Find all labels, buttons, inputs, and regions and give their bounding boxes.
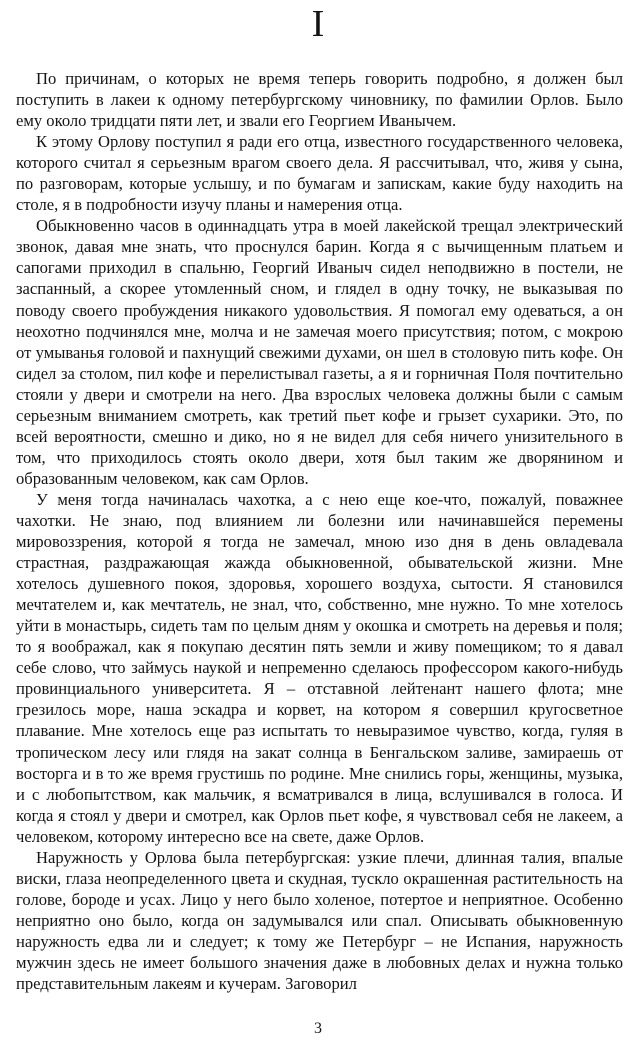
paragraph: У меня тогда начиналась чахотка, а с нею еще кое-что, пожалуй, поважнее чахотки. Не знаю, под влиянием ли болезни или начинавшейся перемены мировоззрения, которой я тогда не замечал, мною изо дня в день овладевала страстная, раздражающая жажда обыкновенной, обывательской жизни. Мне хотелось душевного покоя, здоровья, хорошего воздуха, сытости. Я становился мечтателем и, как мечтатель, не знал, что, собственно, мне нужно. То мне хотелось уйти в монастырь, сидеть там по целым дням у окошка и смотреть на деревья и поля; то я воображал, как я покупаю десятин пять земли и живу помещиком; то я давал себе слово, что займусь наукой и непременно сделаюсь профессором какого-нибудь провинциального университета. Я – отставной лейтенант нашего флота; мне грезилось море, наша эскадра и корвет, на котором я совершил кругосветное плавание. Мне хотелось еще раз испытать то невыразимое чувство, когда, гуляя в тропическом лесу или глядя на закат солнца в Бенгальском заливе, замираешь от восторга и в то же время грустишь по родине. Мне снились горы, женщины, музыка, и с любопытством, как мальчик, я всматривался в лица, вслушивался в голоса. И когда я стоял у двери и смотрел, как Орлов пьет кофе, я чувствовал себя не лакеем, а человеком, которому интересно все на свете, даже Орлов. <box>16 489 623 846</box>
paragraph: Наружность у Орлова была петербургская: узкие плечи, длинная талия, впалые виски, глаза неопределенного цвета и скудная, тускло окрашенная растительность на голове, бороде и усах. Лицо у него было холеное, потертое и неприятное. Особенно неприятно оно было, когда он задумывался или спал. Описывать обыкновенную наружность едва ли и следует; к тому же Петербург – не Испания, наружность мужчин здесь не имеет большого значения даже в любовных делах и нужна только представительным лакеям и кучерам. Заговорил <box>16 847 623 994</box>
paragraph: К этому Орлову поступил я ради его отца, известного государственного человека, которого считал я серьезным врагом своего дела. Я рассчитывал, что, живя у сына, по разговорам, которые услышу, и по бумагам и запискам, какие буду находить на столе, я в подробности изучу планы и намерения отца. <box>16 132 623 215</box>
chapter-heading: I <box>311 3 325 45</box>
paragraph: По причинам, о которых не время теперь говорить подробно, я должен был поступить в лакеи к одному петербургскому чиновнику, по фамилии Орлов. Было ему около тридцати пяти лет, и звали его Георгием Иванычем. <box>16 69 623 131</box>
paragraph: Обыкновенно часов в одиннадцать утра в моей лакейской трещал электрический звонок, давая мне знать, что проснулся барин. Когда я с вычищенным платьем и сапогами приходил в спальню, Георгий Иваныч сидел неподвижно в постели, не заспанный, а скорее утомленный сном, и глядел в одну точку, не выказывая по поводу своего пробуждения никакого удовольствия. Я помогал ему одеваться, а он неохотно подчинялся мне, молча и не замечая моего присутствия; потом, с мокрою от умыванья головой и пахнущий свежими духами, он шел в столовую пить кофе. Он сидел за столом, пил кофе и перелистывал газеты, а я и горничная Поля почтительно стояли у двери и смотрели на него. Два взрослых человека должны были с самым серьезным вниманием смотреть, как третий пьет кофе и грызет сухарики. Это, по всей вероятности, смешно и дико, но я не видел для себя ничего унизительного в том, что приходилось стоять около двери, хотя был таким же дворянином и образованным человеком, как сам Орлов. <box>16 216 623 488</box>
page-number: 3 <box>314 1020 322 1037</box>
chapter-body <box>16 68 623 994</box>
